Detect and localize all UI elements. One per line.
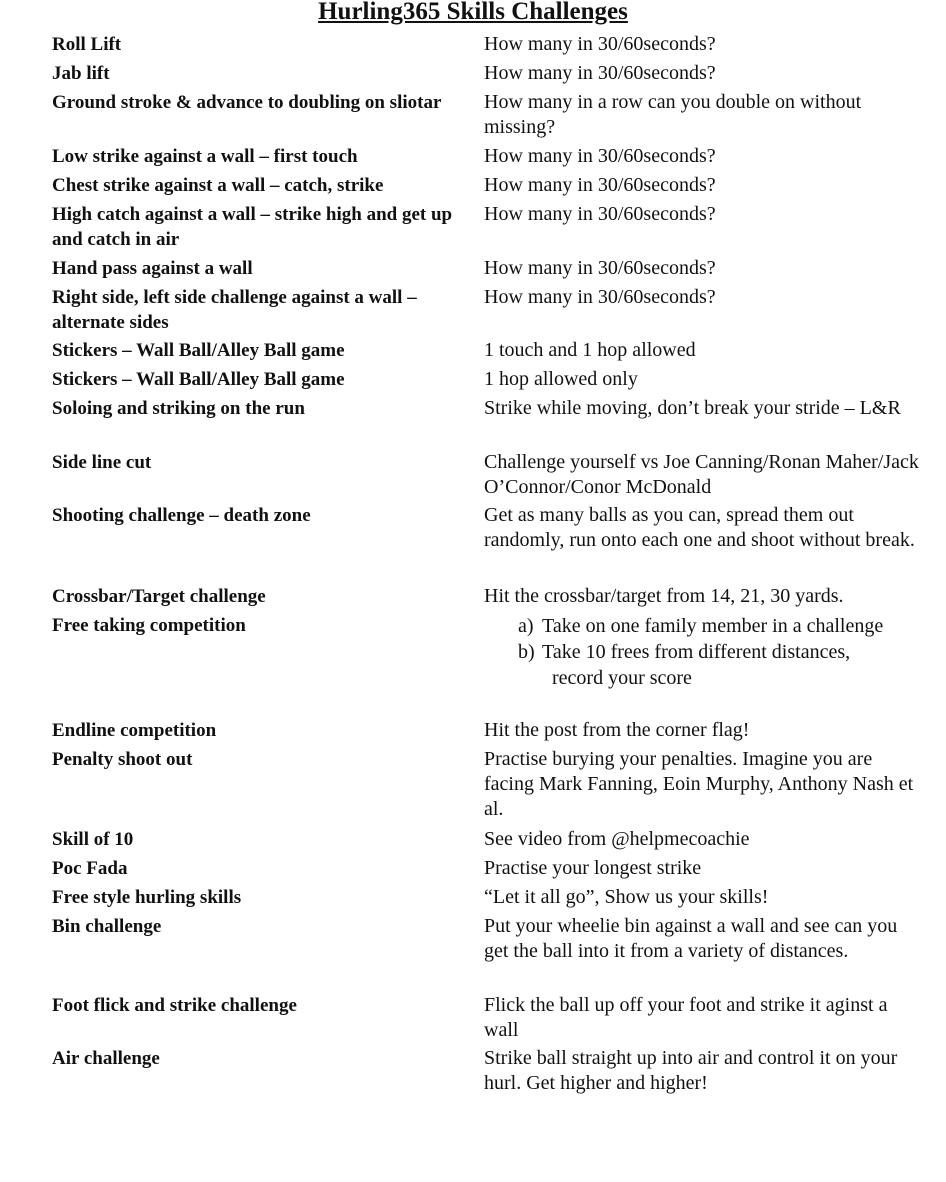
skill-description: See video from @helpmecoachie — [484, 828, 750, 850]
skill-description: “Let it all go”, Show us your skills! — [484, 886, 769, 908]
free-taking-option-b: b) Take 10 frees from different distances, record your score — [518, 641, 851, 689]
skill-description: Strike ball straight up into air and control it on your hurl. Get higher and higher! — [484, 1047, 898, 1094]
skill-name: Foot flick and strike challenge — [52, 995, 297, 1016]
skill-name: Stickers – Wall Ball/Alley Ball game — [52, 340, 345, 361]
skill-description: How many in 30/60seconds? — [484, 174, 716, 196]
skill-description: Put your wheelie bin against a wall and see can you get the ball into it from a variety of distances. — [484, 915, 898, 962]
skill-name: Bin challenge — [52, 916, 162, 937]
skill-name: Low strike against a wall – first touch — [52, 146, 358, 167]
skill-name: Penalty shoot out — [52, 749, 193, 770]
skill-description: Get as many balls as you can, spread them out randomly, run onto each one and shoot without break. — [484, 504, 915, 551]
skill-description: How many in 30/60seconds? — [484, 62, 716, 84]
free-taking-option-a: a) Take on one family member in a challenge — [518, 615, 884, 637]
skill-name: Poc Fada — [52, 858, 128, 879]
skill-name: Ground stroke & advance to doubling on sliotar — [52, 92, 442, 113]
skill-description: Hit the post from the corner flag! — [484, 719, 750, 741]
skill-description: How many in a row can you double on without missing? — [484, 91, 862, 138]
skill-name: Chest strike against a wall – catch, strike — [52, 175, 384, 196]
skill-name: Endline competition — [52, 720, 217, 741]
skill-name: Stickers – Wall Ball/Alley Ball game — [52, 369, 345, 390]
skill-name: Soloing and striking on the run — [52, 398, 305, 419]
skill-description: 1 hop allowed only — [484, 368, 638, 390]
skill-description: Hit the crossbar/target from 14, 21, 30 yards. — [484, 585, 844, 607]
skill-description: Practise burying your penalties. Imagine you are facing Mark Fanning, Eoin Murphy, Anthony Nash et al. — [484, 748, 914, 820]
skill-description: How many in 30/60seconds? — [484, 286, 716, 308]
skill-name: Free taking competition — [52, 615, 246, 636]
skill-description: Practise your longest strike — [484, 857, 702, 879]
skill-name: Side line cut — [52, 452, 152, 473]
free-taking-options — [484, 613, 924, 691]
skill-description: How many in 30/60seconds? — [484, 203, 716, 225]
page-title: Hurling365 Skills Challenges — [318, 0, 628, 25]
skill-description: Challenge yourself vs Joe Canning/Ronan Maher/Jack O’Connor/Conor McDonald — [484, 451, 919, 498]
skill-name: Crossbar/Target challenge — [52, 586, 266, 607]
skill-description: How many in 30/60seconds? — [484, 33, 716, 55]
skill-description: Strike while moving, don’t break your stride – L&R — [484, 397, 901, 419]
skill-name: Skill of 10 — [52, 829, 134, 850]
skill-name: Air challenge — [52, 1048, 160, 1069]
skill-name: High catch against a wall – strike high and get up and catch in air — [52, 204, 453, 250]
skill-description: How many in 30/60seconds? — [484, 145, 716, 167]
skill-description: How many in 30/60seconds? — [484, 257, 716, 279]
skill-name: Free style hurling skills — [52, 887, 242, 908]
skill-name: Shooting challenge – death zone — [52, 505, 311, 526]
skill-description: Flick the ball up off your foot and strike it aginst a wall — [484, 994, 888, 1041]
skill-description: 1 touch and 1 hop allowed — [484, 339, 696, 361]
skill-name: Roll Lift — [52, 34, 122, 55]
skill-name: Right side, left side challenge against a wall – alternate sides — [52, 287, 417, 333]
skill-name: Jab lift — [52, 63, 110, 84]
skill-name: Hand pass against a wall — [52, 258, 253, 279]
